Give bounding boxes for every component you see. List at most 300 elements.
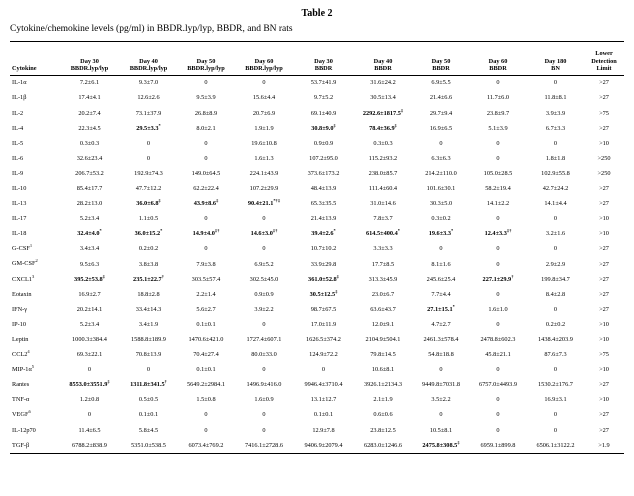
table-cell: 0 [262, 320, 266, 328]
table-cell: 2461.3±578.4 [423, 335, 459, 343]
table-cell: 6073.4±769.2 [178, 438, 234, 454]
table-cell: 12.4±3.3‡† [484, 228, 512, 238]
cytokine-name: IL-13 [12, 200, 27, 208]
table-cell: 98.7±67.5 [310, 305, 337, 313]
table-cell: 48.4±13.9 [310, 185, 337, 193]
table-cell: 28.2±13.0 [76, 200, 103, 208]
table-cell: 0 [496, 79, 500, 87]
table-cell: 15.6±4.4 [252, 94, 276, 102]
table-cell: 0.5±0.5 [138, 396, 159, 404]
table-cell: 90.4±21.1*†‡ [247, 198, 281, 208]
table-row [10, 318, 624, 333]
table-cell: 0 [204, 154, 208, 162]
table-cell: 0.9±0.9 [254, 290, 274, 298]
table-caption: Cytokine/chemokine levels (pg/ml) in BBDR.lyp/lyp, BBDR, and BN rats [10, 24, 293, 34]
table-row [10, 302, 624, 317]
table-cell: 3.4±3.4 [79, 245, 100, 253]
table-row [10, 287, 624, 302]
table-cell: 395.2±53.8‡ [74, 273, 105, 283]
table-cell: 33.9±29.8 [310, 260, 337, 268]
column-header: Day 40 BBDR.lyp/lyp [119, 42, 178, 76]
table-cell: 11.7±6.0 [486, 94, 510, 102]
table-cell: 9.5±6.3 [79, 260, 100, 268]
header-row [10, 42, 624, 76]
table-cell: 14.1±2.2 [486, 200, 510, 208]
table-cell: 43.9±8.6‡ [193, 198, 219, 208]
table-cell: 0 [496, 139, 500, 147]
table-cell: >27 [599, 411, 609, 419]
table-cell: 12.6±2.6 [137, 94, 160, 102]
table-cell: 124.9±72.2 [309, 351, 338, 359]
table-cell: 1311.8±341.5† [130, 379, 167, 389]
cytokine-name: TNF-α [12, 396, 30, 404]
table-cell: 0 [262, 79, 266, 87]
table-cell: 33.4±14.3 [135, 305, 162, 313]
table-cell: 6.7±3.3 [545, 124, 566, 132]
table-cell: >27 [599, 245, 609, 253]
table-cell: >27 [599, 124, 609, 132]
table-cell: 78.4±36.9‡ [369, 122, 397, 132]
table-cell: 1438.4±203.9 [538, 335, 573, 343]
table-cell: 65.3±35.5 [310, 200, 337, 208]
table-cell: 5.8±4.5 [138, 426, 159, 434]
table-cell: 12.0±9.1 [371, 320, 395, 328]
table-cell: 63.6±43.7 [370, 305, 396, 313]
table-cell: >27 [599, 185, 609, 193]
cytokine-name: IL-18 [12, 230, 27, 238]
table-cell: 0 [321, 366, 326, 374]
table-cell: 8.0±2.1 [196, 124, 216, 132]
table-cell: 13.1±12.7 [310, 396, 337, 404]
table-cell: 79.8±14.5 [370, 351, 396, 359]
table-cell: 70.8±13.9 [135, 351, 162, 359]
cytokine-name: IL-17 [12, 215, 27, 223]
column-header: Day 180 BN [527, 42, 584, 76]
table-cell: 21.4±13.9 [310, 215, 337, 223]
table-cell: 30.5±12.5‡ [309, 288, 338, 298]
table-cell: 0 [496, 245, 500, 253]
cytokine-name: IP-10 [12, 320, 26, 328]
table-cell: 6506.1±3122.2 [527, 438, 584, 454]
table-cell: 85.4±17.7 [76, 185, 103, 193]
table-cell: 0 [553, 139, 558, 147]
table-cell: 12.9±7.8 [312, 426, 335, 434]
cytokine-table [10, 41, 624, 454]
table-cell: 3.3±3.3 [373, 245, 393, 253]
table-row [10, 151, 624, 166]
table-cell: >27 [599, 275, 609, 283]
table-cell: 0.1±0.1 [196, 366, 216, 374]
table-cell: 0 [262, 426, 266, 434]
table-cell: >10 [599, 230, 609, 238]
table-cell: 6.9±5.2 [254, 260, 274, 268]
table-cell: 31.6±24.2 [370, 79, 396, 87]
table-cell: 14.1±4.4 [544, 200, 567, 208]
table-cell: 9449.8±7031.8 [421, 381, 461, 389]
table-cell: 62.2±22.4 [193, 185, 219, 193]
table-cell: 23.8±9.7 [486, 109, 510, 117]
table-cell: 2.9±2.9 [545, 260, 566, 268]
table-cell: 2475.8±308.5‡ [413, 438, 469, 454]
table-cell: >10 [599, 320, 609, 328]
table-cell: 14.6±3.0‡† [250, 228, 278, 238]
table-cell: 23.0±6.7 [371, 290, 395, 298]
table-cell: 0 [496, 320, 500, 328]
table-cell: 20.2±14.1 [76, 305, 103, 313]
table-cell: 21.4±6.6 [429, 94, 453, 102]
table-cell: >27 [599, 290, 609, 298]
table-cell: 0 [87, 366, 92, 374]
table-cell: 16.9±2.7 [78, 290, 101, 298]
column-header: Day 50 BBDR.lyp/lyp [178, 42, 234, 76]
table-cell: 1470.6±421.0 [188, 335, 224, 343]
table-cell: 7.9±3.8 [196, 260, 216, 268]
column-header: Lower Detection Limit [584, 42, 624, 76]
table-cell: 0.1±0.1 [313, 411, 334, 419]
table-cell: >250 [597, 154, 611, 162]
table-cell: 9946.4±3710.4 [304, 381, 343, 389]
table-cell: 2292.6±1817.5‡ [362, 107, 404, 117]
table-row [10, 91, 624, 106]
table-cell: 0 [262, 411, 266, 419]
table-cell: 1.2±0.8 [79, 396, 100, 404]
table-cell: 58.2±19.4 [485, 185, 511, 193]
table-cell: 303.5±57.4 [191, 275, 221, 283]
table-cell: >250 [597, 169, 611, 177]
table-row [10, 363, 624, 378]
table-cell: 6283.0±1246.6 [353, 438, 413, 454]
table-cell: 22.3±4.5 [78, 124, 101, 132]
cytokine-name: IL-5 [12, 139, 24, 147]
table-cell: >27 [599, 305, 609, 313]
table-cell: 0.9±0.9 [313, 139, 334, 147]
table-cell: 0 [146, 154, 151, 162]
table-cell: 0 [87, 411, 92, 419]
table-cell: 2.1±1.9 [373, 396, 393, 404]
table-cell: 101.6±30.1 [426, 185, 456, 193]
table-cell: 0 [204, 79, 208, 87]
table-cell: 614.5±400.4* [365, 228, 401, 238]
table-cell: 27.1±15.1* [427, 303, 455, 313]
table-cell: 9.5±3.9 [196, 94, 216, 102]
table-cell: 19.6±10.8 [251, 139, 277, 147]
table-cell: 5351.0±538.5 [119, 438, 178, 454]
table-cell: 9.7±5.2 [313, 94, 334, 102]
table-cell: 0 [204, 215, 208, 223]
table-cell: 199.8±34.7 [541, 275, 570, 283]
table-cell: 9406.9±2079.4 [294, 438, 353, 454]
table-cell: 102.9±55.8 [541, 169, 570, 177]
table-cell: 0 [439, 411, 443, 419]
table-cell: 6757.0±4493.9 [478, 381, 518, 389]
table-cell: 2104.9±504.1 [365, 335, 401, 343]
table-cell: 0.6±0.6 [373, 411, 393, 419]
column-header: Day 60 BBDR [469, 42, 527, 76]
table-cell: 11.4±6.5 [78, 426, 101, 434]
cytokine-name: IL-2 [12, 109, 24, 117]
table-cell: 30.8±9.0‡ [311, 122, 336, 132]
table-cell: 0.3±0.3 [373, 139, 393, 147]
table-cell: 7.7±4.4 [431, 290, 451, 298]
table-row [10, 167, 624, 182]
table-cell: 214.2±110.0 [425, 169, 457, 177]
table-cell: 245.6±25.4 [426, 275, 456, 283]
table-cell: 0 [439, 139, 443, 147]
table-row [10, 272, 624, 287]
table-cell: 0 [496, 396, 500, 404]
table-row [10, 227, 624, 242]
cytokine-name: Rantes [12, 381, 30, 389]
table-cell: 302.5±45.0 [249, 275, 279, 283]
table-cell: 10.5±8.1 [429, 426, 453, 434]
table-cell: 69.1±40.9 [310, 109, 337, 117]
table-cell: 5.2±3.4 [79, 320, 100, 328]
table-cell: 0.2±0.2 [138, 245, 159, 253]
table-cell: 8.1±1.6 [431, 260, 451, 268]
table-cell: 0 [496, 260, 500, 268]
table-cell: 18.8±2.8 [137, 290, 160, 298]
table-label: Table 2 [301, 8, 333, 19]
table-cell: 0 [496, 154, 500, 162]
table-cell: 1.9±1.9 [254, 124, 274, 132]
table-cell: 8.4±2.8 [545, 290, 566, 298]
table-cell: 0 [204, 139, 208, 147]
table-cell: 9.3±7.0 [138, 79, 159, 87]
table-cell: 11.8±8.1 [544, 94, 567, 102]
table-cell: 0 [204, 426, 208, 434]
table-cell: 0.1±0.1 [138, 411, 159, 419]
table-cell: 69.3±22.1 [76, 351, 103, 359]
table-cell: 20.2±7.4 [78, 109, 101, 117]
cytokine-name: G-CSF$^1$ [12, 243, 33, 253]
table-cell: 5.6±2.7 [196, 305, 216, 313]
table-cell: 29.7±9.4 [429, 109, 453, 117]
cytokine-name: MIP-$1\alpha^5$ [12, 364, 34, 374]
cytokine-name: IL-10 [12, 185, 27, 193]
table-cell: 1.5±0.8 [196, 396, 216, 404]
table-cell: >27 [599, 260, 609, 268]
table-cell: 0.3±0.2 [431, 215, 451, 223]
cytokine-name: IL-6 [12, 154, 24, 162]
column-header-cytokine: Cytokine [10, 42, 60, 76]
table-cell: 0 [496, 290, 500, 298]
cytokine-name: IL-1α [12, 79, 27, 87]
table-row [10, 136, 624, 151]
table-cell: 224.1±43.9 [249, 169, 279, 177]
table-cell: 31.0±14.6 [370, 200, 396, 208]
table-cell: 3.8±3.8 [138, 260, 159, 268]
table-cell: 10.6±8.1 [371, 366, 395, 374]
table-row [10, 408, 624, 423]
table-cell: 0 [553, 215, 558, 223]
table-cell: 70.4±27.4 [193, 351, 219, 359]
table-cell: 29.5±3.3* [136, 122, 161, 132]
table-row [10, 76, 624, 92]
table-cell: 19.6±3.3* [428, 228, 454, 238]
cytokine-name: IFN-γ [12, 305, 28, 313]
table-row [10, 378, 624, 393]
table-cell: 0 [439, 366, 443, 374]
table-row [10, 106, 624, 121]
table-cell: 111.4±60.4 [368, 185, 398, 193]
table-cell: 6.9±5.5 [431, 79, 451, 87]
table-cell: 149.0±64.5 [191, 169, 221, 177]
table-row [10, 438, 624, 454]
table-row [10, 393, 624, 408]
table-cell: 0 [146, 139, 151, 147]
table-cell: >10 [599, 335, 609, 343]
column-header: Day 60 BBDR.lyp/lyp [234, 42, 294, 76]
table-cell: 115.2±93.2 [368, 154, 398, 162]
table-cell: 8553.0±3551.9‡ [69, 379, 110, 389]
table-cell: 14.9±4.0‡† [192, 228, 220, 238]
table-cell: 0 [146, 366, 151, 374]
cytokine-name: $CCL2^4$ [12, 349, 30, 359]
table-cell: 0 [553, 79, 558, 87]
table-cell: 3.2±1.6 [545, 230, 566, 238]
table-cell: 0 [496, 215, 500, 223]
table-cell: 1.6±1.0 [488, 305, 508, 313]
table-cell: >27 [599, 94, 609, 102]
table-cell: 3.9±2.2 [254, 305, 274, 313]
table-cell: >27 [599, 200, 609, 208]
table-row [10, 348, 624, 363]
table-cell: 206.7±53.2 [75, 169, 104, 177]
table-cell: 238.0±85.7 [368, 169, 398, 177]
table-cell: >10 [599, 215, 609, 223]
table-cell: 1530.2±176.7 [538, 381, 573, 389]
table-cell: 53.7±41.9 [310, 79, 337, 87]
table-cell: 32.4±4.0* [77, 228, 102, 238]
cytokine-name: $CXCL1^3$ [12, 273, 35, 283]
table-cell: 32.6±23.4 [76, 154, 103, 162]
table-cell: 0 [262, 215, 266, 223]
table-cell: 0 [204, 411, 208, 419]
table-cell: 10.7±10.2 [310, 245, 337, 253]
table-cell: 2.2±1.4 [196, 290, 216, 298]
table-cell: 7.2±6.1 [79, 79, 100, 87]
cytokine-name: IL-4 [12, 124, 24, 132]
table-cell: 6.3±6.3 [431, 154, 451, 162]
table-cell: 373.6±173.2 [307, 169, 340, 177]
table-cell: 0 [553, 426, 558, 434]
table-cell: 30.5±13.4 [370, 94, 396, 102]
table-cell: 36.0±15.2* [134, 228, 163, 238]
table-cell: 2478.8±602.3 [480, 335, 516, 343]
table-cell: 17.7±8.5 [371, 260, 395, 268]
table-cell: 227.1±29.9† [482, 273, 514, 283]
table-cell: 107.2±29.9 [249, 185, 279, 193]
table-cell: 5.1±3.9 [488, 124, 508, 132]
table-cell: 5649.2±2984.1 [186, 381, 226, 389]
table-cell: 1496.9±416.0 [246, 381, 282, 389]
table-cell: >10 [599, 366, 609, 374]
table-cell: 30.3±5.0 [429, 200, 453, 208]
table-cell: 0 [262, 366, 266, 374]
table-row [10, 423, 624, 438]
table-cell: >27 [599, 79, 609, 87]
table-cell: 361.0±52.8‡ [308, 273, 339, 283]
table-cell: 87.6±7.3 [544, 351, 567, 359]
table-row [10, 257, 624, 272]
table-cell: 105.0±28.5 [483, 169, 513, 177]
table-cell: 36.0±6.8‡ [136, 198, 161, 208]
table-cell: >27 [599, 426, 609, 434]
cytokine-name: VEGF$^6$ [12, 409, 31, 419]
table-body [10, 76, 624, 454]
table-cell: 0.2±0.2 [545, 320, 566, 328]
table-cell: 0 [553, 411, 558, 419]
table-cell: 0 [496, 366, 500, 374]
table-cell: 73.1±37.9 [135, 109, 162, 117]
table-cell: >10 [599, 139, 609, 147]
table-cell: 7.8±3.7 [373, 215, 393, 223]
table-cell: 42.7±24.2 [542, 185, 569, 193]
table-row [10, 121, 624, 136]
table-cell: 39.4±2.6* [311, 228, 336, 238]
table-cell: 1.6±1.3 [254, 154, 274, 162]
table-cell: 0 [496, 411, 500, 419]
table-cell: 1.8±1.8 [545, 154, 566, 162]
table-cell: 1588.8±189.9 [131, 335, 166, 343]
table-cell: >75 [599, 351, 609, 359]
cytokine-name: GM-CSF$^2$ [12, 258, 38, 268]
cytokine-name: IL-12p70 [12, 426, 36, 434]
table-cell: 0 [553, 366, 558, 374]
table-cell: >10 [599, 396, 609, 404]
column-header: Day 40 BBDR [353, 42, 413, 76]
table-cell: 45.8±21.1 [485, 351, 511, 359]
table-cell: >27 [599, 381, 609, 389]
cytokine-name: IL-1β [12, 94, 27, 102]
table-cell: 1000.3±384.4 [72, 335, 107, 343]
table-cell: 0 [553, 305, 558, 313]
table-cell: 0 [204, 245, 208, 253]
table-cell: 1727.4±607.1 [246, 335, 282, 343]
table-cell: >1.9 [584, 438, 624, 454]
table-cell: 6788.2±838.9 [60, 438, 119, 454]
table-cell: 16.9±6.5 [429, 124, 453, 132]
table-cell: 107.2±95.0 [309, 154, 338, 162]
cytokine-name: Leptin [12, 335, 29, 343]
table-cell: 47.7±12.2 [135, 185, 162, 193]
table-cell: 1.6±0.9 [254, 396, 274, 404]
table-cell: 0.1±0.1 [196, 320, 216, 328]
table-cell: 5.2±3.4 [79, 215, 100, 223]
table-cell: 23.8±12.5 [370, 426, 396, 434]
table-cell: 16.9±3.1 [544, 396, 567, 404]
table-row [10, 242, 624, 257]
table-cell: 1626.5±374.2 [306, 335, 341, 343]
table-row [10, 333, 624, 348]
table-cell: 20.7±6.9 [252, 109, 276, 117]
table-cell: 4.7±2.7 [431, 320, 451, 328]
table-cell: 3926.1±2134.3 [363, 381, 403, 389]
table-cell: 313.3±45.9 [368, 275, 398, 283]
table-cell: 7416.1±2728.6 [234, 438, 294, 454]
cytokine-name: IL-9 [12, 169, 24, 177]
table-cell: 26.8±8.9 [194, 109, 218, 117]
table-cell: 0 [496, 426, 500, 434]
table-cell: 0 [553, 245, 558, 253]
table-row [10, 197, 624, 212]
table-cell: 192.9±74.3 [134, 169, 163, 177]
column-header: Day 30 BBDR [294, 42, 353, 76]
table-cell: 17.4±4.1 [78, 94, 101, 102]
cytokine-name: Eotaxin [12, 290, 32, 298]
table-cell: 0 [262, 245, 266, 253]
table-cell: 235.1±22.7† [133, 273, 164, 283]
